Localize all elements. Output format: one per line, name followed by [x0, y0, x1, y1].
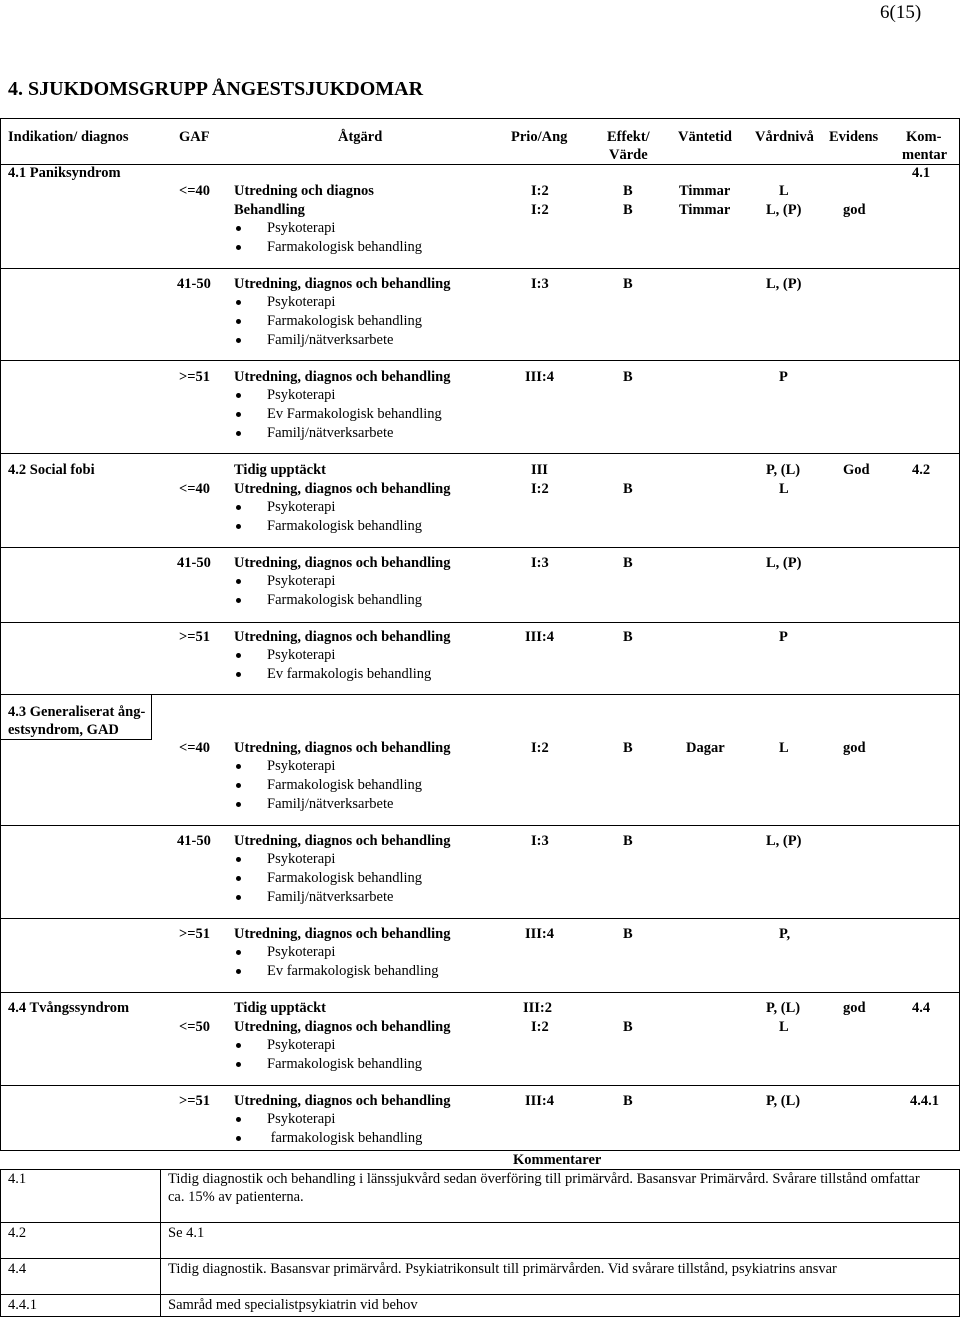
bullet-icon: [236, 579, 241, 584]
atgard-value: Utredning, diagnos och behandling: [234, 926, 451, 942]
treatment-item: Psykoterapi: [267, 294, 336, 310]
row-separator: [0, 547, 960, 548]
comments-row-line: [0, 1258, 960, 1259]
row-separator: [0, 360, 960, 361]
comment-text: Tidig diagnostik. Basansvar primärvård. Psykiatrikonsult till primärvården. Vid svårare tillstånd, psykiatrins ansvar: [168, 1261, 837, 1277]
vardniva-value: P, (L): [766, 1093, 801, 1109]
row-separator: [0, 992, 960, 993]
bullet-icon: [236, 895, 241, 900]
treatment-item: Familj/nätverksarbete: [267, 425, 394, 441]
table-border-bottom: [0, 1150, 960, 1151]
header-effekt-2: Värde: [609, 147, 648, 163]
comment-text: Tidig diagnostik och behandling i länssjukvård sedan överföring till primärvård. Basansvar Primärvård. Svårare tillstånd omfattar: [168, 1171, 920, 1187]
treatment-item: Familj/nätverksarbete: [267, 889, 394, 905]
gaf-value: >=51: [179, 369, 211, 385]
treatment-item: Psykoterapi: [267, 647, 336, 663]
atgard-value: Utredning, diagnos och behandling: [234, 555, 451, 571]
treatment-item: Ev Farmakologisk behandling: [267, 406, 442, 422]
atgard-value: Behandling: [234, 202, 305, 218]
comment-ref: 4.2: [8, 1225, 27, 1241]
diagnosis-title: 4.2 Social fobi: [8, 462, 95, 478]
treatment-item: Farmakologisk behandling: [267, 313, 423, 329]
header-atgard: Åtgärd: [338, 129, 383, 145]
bullet-icon: [236, 653, 241, 658]
effekt-value: B: [623, 1019, 633, 1035]
effekt-value: B: [623, 481, 633, 497]
prio-value: I:3: [531, 276, 549, 292]
bullet-icon: [236, 783, 241, 788]
header-effekt-1: Effekt/: [607, 129, 650, 145]
treatment-item: Psykoterapi: [267, 1037, 336, 1053]
comment-ref: 4.1: [912, 165, 931, 181]
atgard-value: Utredning, diagnos och behandling: [234, 481, 451, 497]
comment-text: Se 4.1: [168, 1225, 205, 1241]
vardniva-value: P, (L): [766, 462, 801, 478]
treatment-item: Ev farmakologisk behandling: [267, 963, 439, 979]
gaf-value: <=40: [179, 481, 211, 497]
treatment-item: Farmakologisk behandling: [267, 518, 423, 534]
vardniva-value: L: [779, 740, 789, 756]
bullet-icon: [236, 431, 241, 436]
header-kommentar-2: mentar: [902, 147, 948, 163]
atgard-value: Utredning och diagnos: [234, 183, 374, 199]
comment-ref: 4.4.1: [8, 1297, 37, 1313]
bullet-icon: [236, 226, 241, 231]
gaf-value: <=40: [179, 740, 211, 756]
bullet-icon: [236, 245, 241, 250]
vardniva-value: L, (P): [766, 833, 802, 849]
atgard-value: Utredning, diagnos och behandling: [234, 1093, 451, 1109]
bullet-icon: [236, 1117, 241, 1122]
cell-underline: [0, 739, 151, 740]
effekt-value: B: [623, 369, 633, 385]
vardniva-value: L: [779, 481, 789, 497]
treatment-item: Farmakologisk behandling: [267, 870, 423, 886]
bullet-icon: [236, 300, 241, 305]
page-number: 6(15): [880, 2, 922, 23]
table-border-left: [0, 118, 1, 1150]
gaf-value: 41-50: [177, 833, 211, 849]
treatment-item: Familj/nätverksarbete: [267, 332, 394, 348]
cell-border: [151, 694, 152, 740]
gaf-value: 41-50: [177, 555, 211, 571]
vardniva-value: L, (P): [766, 276, 802, 292]
effekt-value: B: [623, 926, 633, 942]
evidens-value: God: [843, 462, 870, 478]
row-separator: [0, 453, 960, 454]
header-evidens: Evidens: [829, 129, 879, 145]
atgard-value: Utredning, diagnos och behandling: [234, 833, 451, 849]
comment-ref: 4.1: [8, 1171, 27, 1187]
bullet-icon: [236, 319, 241, 324]
comments-bottom-line: [0, 1316, 960, 1317]
vantetid-value: Timmar: [679, 202, 731, 218]
atgard-value: Utredning, diagnos och behandling: [234, 276, 451, 292]
bullet-icon: [236, 1043, 241, 1048]
treatment-item: Farmakologisk behandling: [267, 592, 423, 608]
treatment-item: Psykoterapi: [267, 1111, 336, 1127]
treatment-item: Farmakologisk behandling: [267, 1056, 423, 1072]
treatment-item: Farmakologisk behandling: [267, 777, 423, 793]
evidens-value: god: [843, 202, 866, 218]
comment-ref: 4.4.1: [910, 1093, 939, 1109]
bullet-icon: [236, 672, 241, 677]
bullet-icon: [236, 1136, 241, 1141]
header-prio: Prio/Ang: [511, 129, 568, 145]
header-vantetid: Väntetid: [678, 129, 732, 145]
effekt-value: B: [623, 740, 633, 756]
gaf-value: 41-50: [177, 276, 211, 292]
prio-value: I:2: [531, 183, 549, 199]
comments-row-line: [0, 1222, 960, 1223]
effekt-value: B: [623, 555, 633, 571]
bullet-icon: [236, 598, 241, 603]
treatment-item: Ev farmakologis behandling: [267, 666, 432, 682]
treatment-item: Psykoterapi: [267, 758, 336, 774]
vantetid-value: Timmar: [679, 183, 731, 199]
atgard-value: Utredning, diagnos och behandling: [234, 629, 451, 645]
effekt-value: B: [623, 833, 633, 849]
vardniva-value: L, (P): [766, 555, 802, 571]
row-separator: [0, 825, 960, 826]
bullet-icon: [236, 505, 241, 510]
vardniva-value: L, (P): [766, 202, 802, 218]
prio-value: I:3: [531, 555, 549, 571]
gaf-value: >=51: [179, 629, 211, 645]
prio-value: I:2: [531, 740, 549, 756]
comment-ref: 4.2: [912, 462, 931, 478]
effekt-value: B: [623, 202, 633, 218]
header-vardniva: Vårdnivå: [755, 129, 814, 145]
vardniva-value: P,: [779, 926, 791, 942]
treatment-item: Farmakologisk behandling: [267, 239, 423, 255]
table-border-top: [0, 118, 960, 119]
comment-text: Samråd med specialistpsykiatrin vid behov: [168, 1297, 418, 1313]
prio-value: III:2: [523, 1000, 553, 1016]
vardniva-value: P: [779, 629, 788, 645]
vardniva-value: L: [779, 1019, 789, 1035]
vardniva-value: P: [779, 369, 788, 385]
gaf-value: >=51: [179, 1093, 211, 1109]
treatment-item: Psykoterapi: [267, 499, 336, 515]
comment-ref: 4.4: [8, 1261, 27, 1277]
bullet-icon: [236, 876, 241, 881]
atgard-value: Utredning, diagnos och behandling: [234, 369, 451, 385]
bullet-icon: [236, 1062, 241, 1067]
vardniva-value: L: [779, 183, 789, 199]
row-separator: [0, 1085, 960, 1086]
treatment-item: Familj/nätverksarbete: [267, 796, 394, 812]
treatment-item: Psykoterapi: [267, 944, 336, 960]
atgard-value: Tidig upptäckt: [234, 1000, 327, 1016]
bullet-icon: [236, 950, 241, 955]
row-separator: [0, 918, 960, 919]
header-separator: [0, 164, 960, 165]
treatment-item: Psykoterapi: [267, 573, 336, 589]
diagnosis-title: 4.3 Generaliserat ång-: [8, 704, 146, 720]
vardniva-value: P, (L): [766, 1000, 801, 1016]
prio-value: I:2: [531, 1019, 549, 1035]
prio-value: III:4: [525, 629, 555, 645]
row-separator: [0, 622, 960, 623]
prio-value: I:3: [531, 833, 549, 849]
comments-heading: Kommentarer: [513, 1152, 602, 1168]
comment-ref: 4.4: [912, 1000, 931, 1016]
effekt-value: B: [623, 183, 633, 199]
evidens-value: god: [843, 740, 866, 756]
bullet-icon: [236, 524, 241, 529]
prio-value: III:4: [525, 369, 555, 385]
gaf-value: <=40: [179, 183, 211, 199]
comment-text-cont: ca. 15% av patienterna.: [168, 1189, 304, 1205]
atgard-value: Tidig upptäckt: [234, 462, 327, 478]
bullet-icon: [236, 338, 241, 343]
bullet-icon: [236, 393, 241, 398]
treatment-item: farmakologisk behandling: [267, 1130, 423, 1146]
treatment-item: Psykoterapi: [267, 220, 336, 236]
gaf-value: >=51: [179, 926, 211, 942]
effekt-value: B: [623, 276, 633, 292]
header-indikation: Indikation/ diagnos: [8, 129, 129, 145]
diagnosis-title: 4.1 Paniksyndrom: [8, 165, 121, 181]
effekt-value: B: [623, 629, 633, 645]
bullet-icon: [236, 764, 241, 769]
diagnosis-title-cont: estsyndrom, GAD: [8, 722, 119, 738]
comments-column-divider: [160, 1169, 161, 1317]
prio-value: I:2: [531, 202, 549, 218]
row-separator: [0, 268, 960, 269]
bullet-icon: [236, 802, 241, 807]
gaf-value: <=50: [179, 1019, 211, 1035]
treatment-item: Psykoterapi: [267, 851, 336, 867]
treatment-item: Psykoterapi: [267, 387, 336, 403]
prio-value: I:2: [531, 481, 549, 497]
bullet-icon: [236, 969, 241, 974]
bullet-icon: [236, 857, 241, 862]
section-title: 4. SJUKDOMSGRUPP ÅNGESTSJUKDOMAR: [8, 78, 424, 100]
diagnosis-title: 4.4 Tvångssyndrom: [8, 1000, 130, 1016]
comments-border-left: [0, 1169, 1, 1317]
header-gaf: GAF: [179, 129, 210, 145]
vantetid-value: Dagar: [686, 740, 725, 756]
effekt-value: B: [623, 1093, 633, 1109]
header-kommentar-1: Kom-: [906, 129, 942, 145]
atgard-value: Utredning, diagnos och behandling: [234, 740, 451, 756]
row-separator: [0, 694, 960, 695]
prio-value: III: [531, 462, 548, 478]
prio-value: III:4: [525, 1093, 555, 1109]
atgard-value: Utredning, diagnos och behandling: [234, 1019, 451, 1035]
bullet-icon: [236, 412, 241, 417]
prio-value: III:4: [525, 926, 555, 942]
evidens-value: god: [843, 1000, 866, 1016]
comments-row-line: [0, 1294, 960, 1295]
